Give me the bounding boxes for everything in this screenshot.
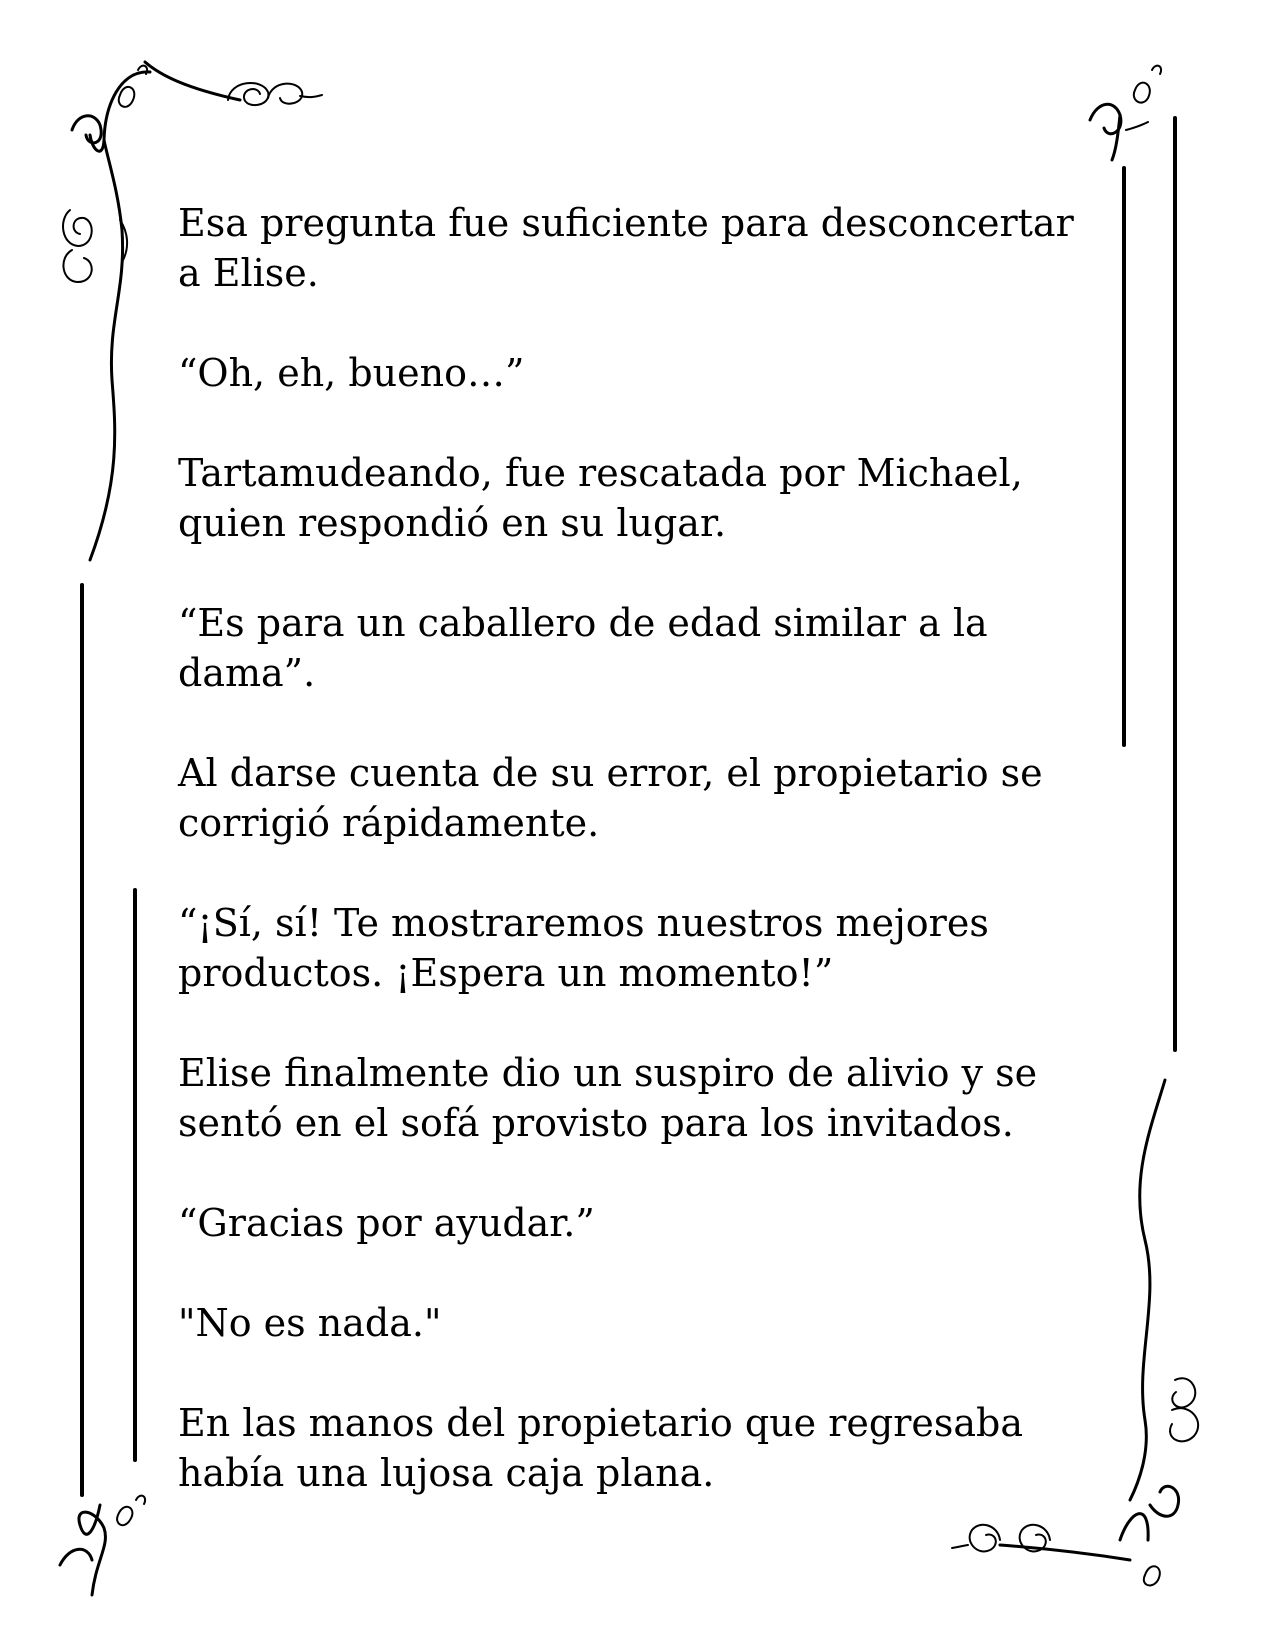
paragraph: Tartamudeando, fue rescatada por Michael, quien respondió en su lugar. (178, 451, 1023, 545)
paragraph: Al darse cuenta de su error, el propietario se corrigió rápidamente. (178, 751, 1043, 845)
paragraph: En las manos del propietario que regresaba había una lujosa caja plana. (178, 1401, 1024, 1495)
paragraph: "No es nada." (178, 1301, 442, 1345)
page-text (178, 198, 1098, 1548)
paragraph: Esa pregunta fue suficiente para desconcertar a Elise. (178, 201, 1074, 295)
top-right-flourish-icon (1090, 66, 1161, 160)
paragraph: “Oh, eh, bueno…” (178, 351, 525, 395)
bottom-left-flourish-icon (60, 1496, 145, 1595)
paragraph: “¡Sí, sí! Te mostraremos nuestros mejores productos. ¡Espera un momento!” (178, 901, 989, 995)
paragraph: Elise finalmente dio un suspiro de alivio y se sentó en el sofá provisto para los invitados. (178, 1051, 1038, 1145)
paragraph: “Es para un caballero de edad similar a la dama”. (178, 601, 988, 695)
paragraph: “Gracias por ayudar.” (178, 1201, 595, 1245)
